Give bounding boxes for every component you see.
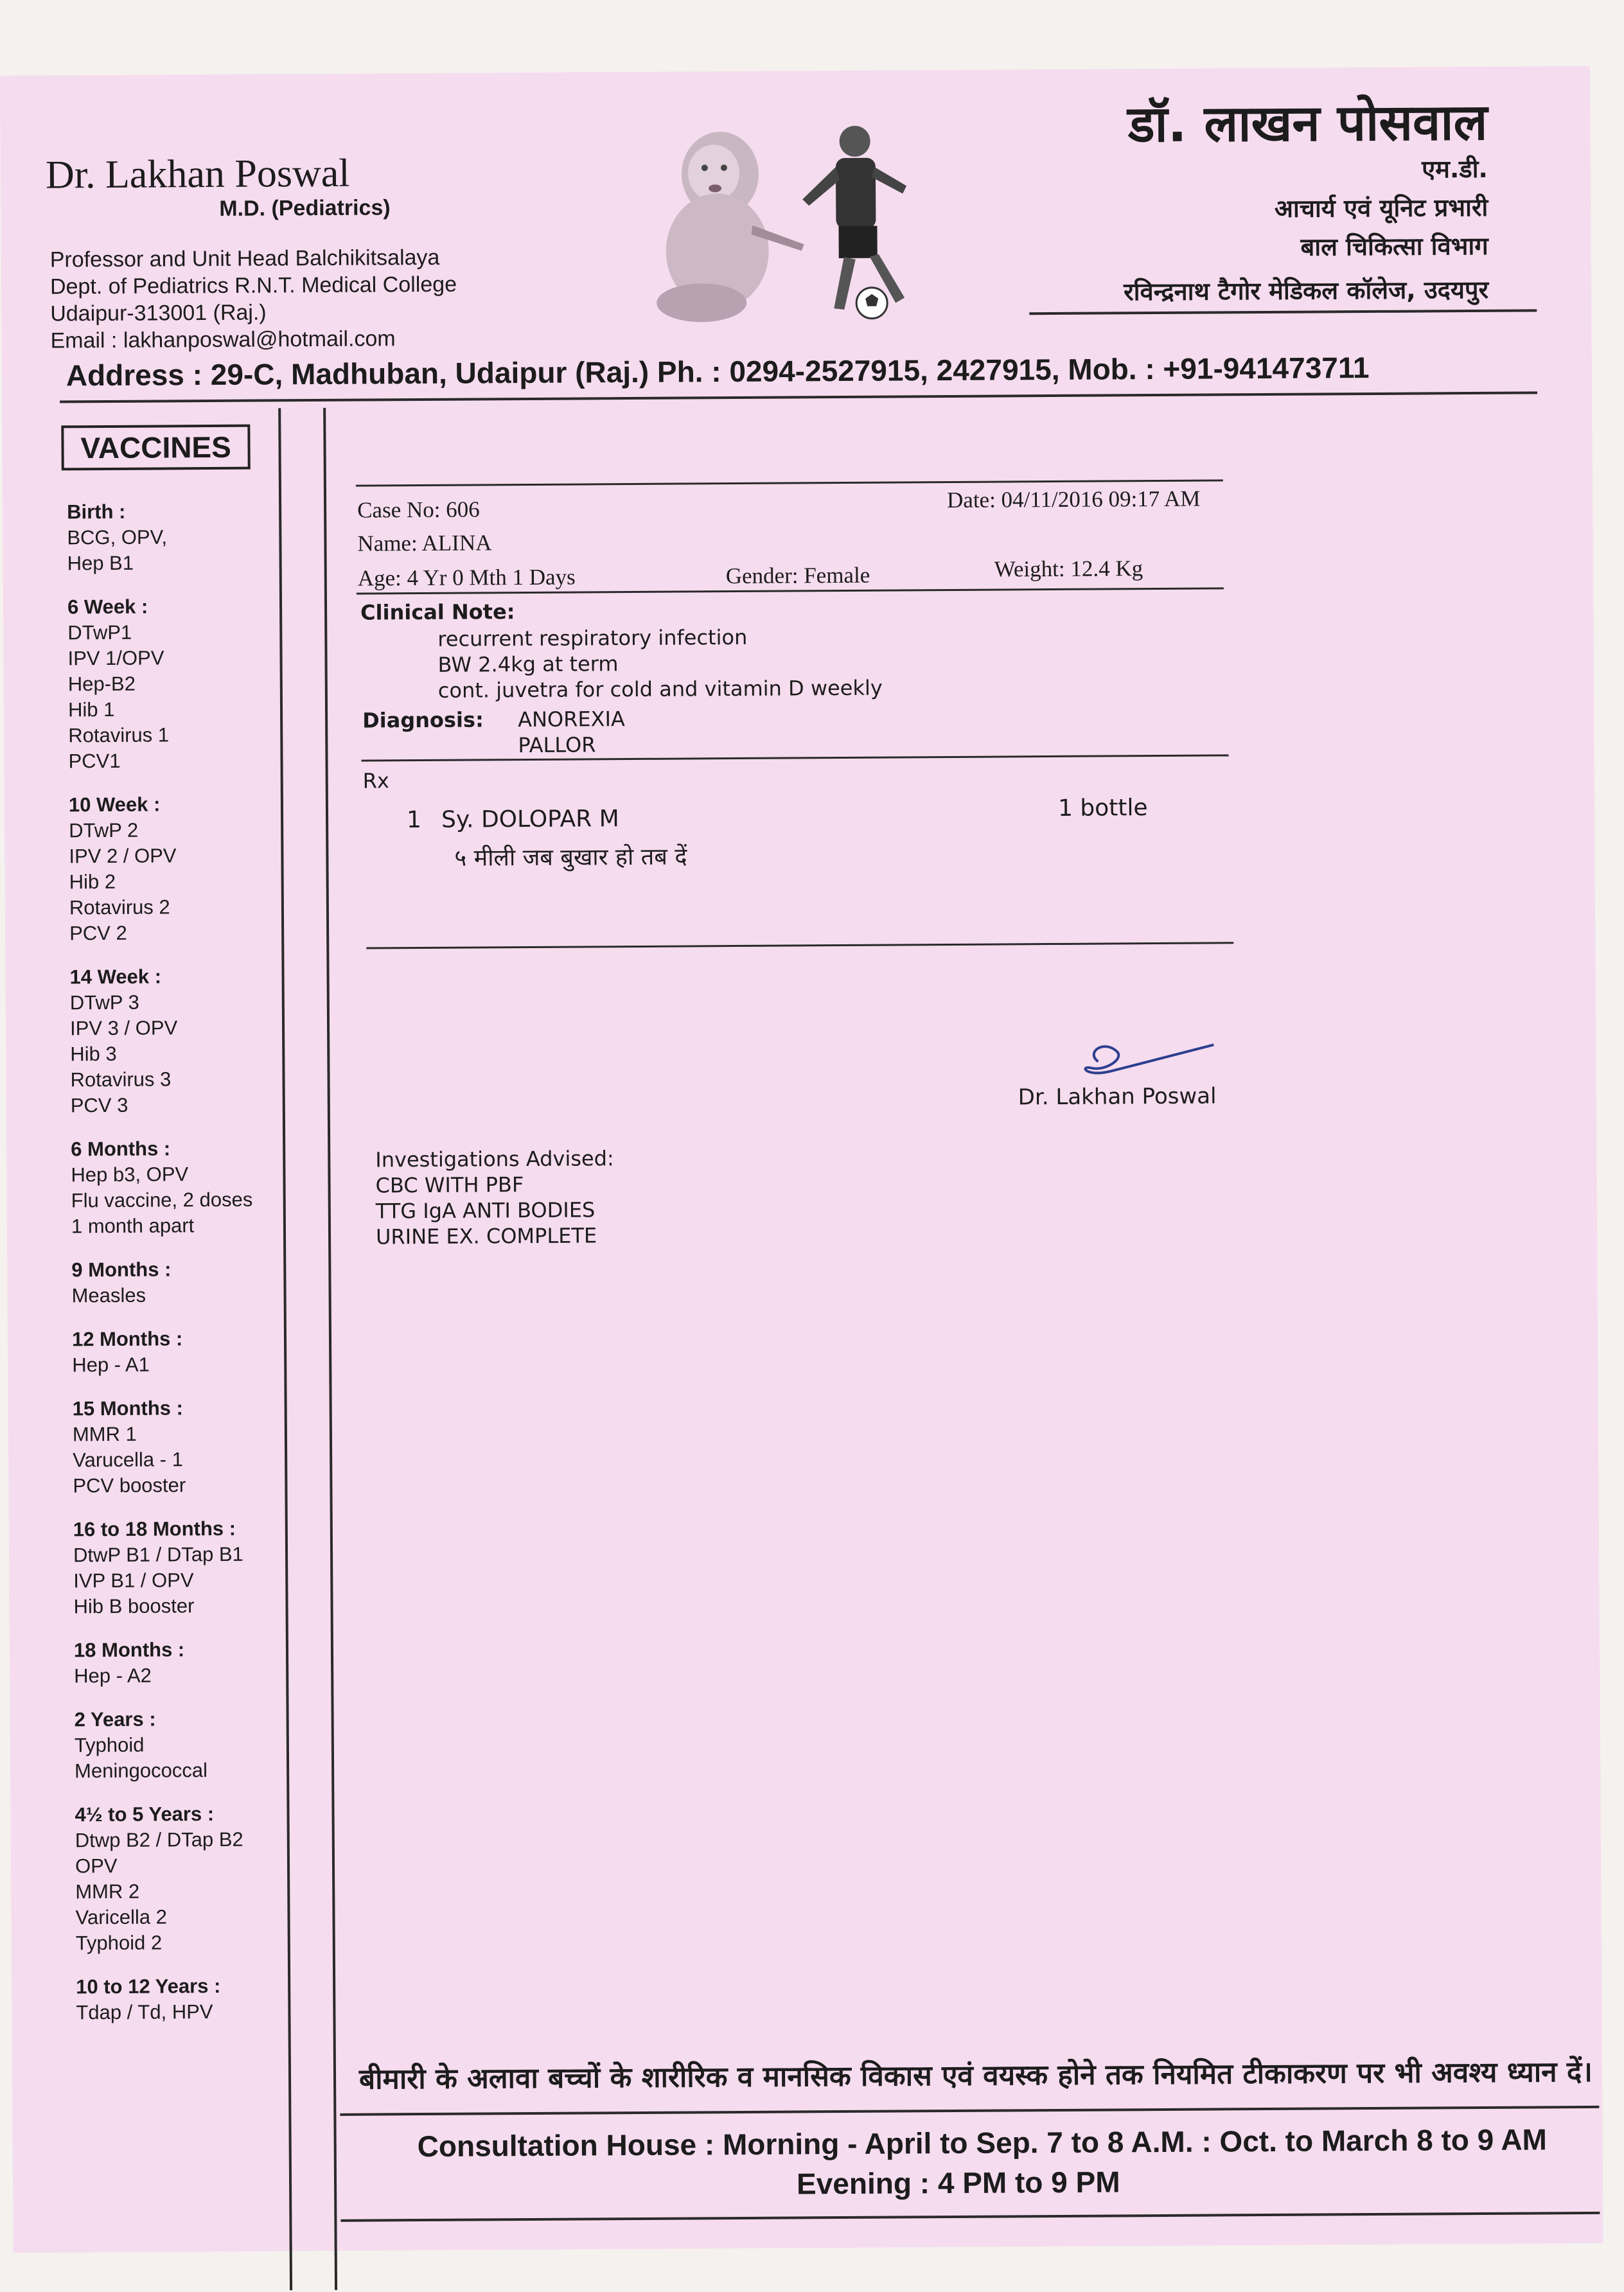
diagnosis-item: PALLOR — [518, 732, 596, 758]
vaccine-item: Hep - A1 — [72, 1353, 150, 1377]
vaccine-group — [67, 498, 299, 576]
vaccine-item: Varicella 2 — [75, 1905, 168, 1929]
consultation-hours-line2: Evening : 4 PM to 9 PM — [796, 2165, 1120, 2201]
vaccine-item: PCV1 — [68, 749, 121, 773]
vaccine-group — [75, 1706, 306, 1784]
vaccine-item: Hep-B2 — [67, 672, 136, 696]
vaccine-group-heading: 15 Months : — [72, 1397, 184, 1420]
vaccine-item: Flu vaccine, 2 doses — [71, 1188, 253, 1212]
footer-bottom-rule — [340, 2212, 1600, 2222]
doctor-title-line: Professor and Unit Head Balchikitsalaya — [49, 245, 440, 272]
vaccine-item: Hib 2 — [69, 870, 116, 894]
investigations-label: Investigations Advised: — [375, 1146, 614, 1172]
vaccine-group — [73, 1395, 304, 1499]
doctor-dept-line: Dept. of Pediatrics R.N.T. Medical College — [49, 272, 457, 299]
vaccine-group-heading: 10 to 12 Years : — [76, 1974, 221, 1998]
clinical-note-line: recurrent respiratory infection — [437, 624, 748, 651]
vaccine-group-heading: 18 Months : — [73, 1638, 185, 1662]
clinical-note-line: cont. juvetra for cold and vitamin D weekly — [437, 675, 883, 703]
vaccine-group — [69, 791, 301, 946]
sidebar-divider-outer — [323, 408, 337, 2290]
diagnosis-label: Diagnosis: — [362, 707, 484, 733]
rx-item-quantity: 1 bottle — [1057, 795, 1148, 822]
signature-scribble — [1059, 1032, 1221, 1091]
consultation-hours-line1: Consultation House : Morning - April to Sep. 7 to 8 A.M. : Oct. to March 8 to 9 AM — [417, 2122, 1548, 2164]
prescription-page — [0, 66, 1603, 2253]
vaccine-group-heading: 9 Months : — [71, 1258, 172, 1282]
doctor-qualification-en: M.D. (Pediatrics) — [219, 195, 391, 221]
vaccine-item: DTwP1 — [67, 621, 132, 644]
diagnosis-item: ANOREXIA — [518, 707, 625, 732]
vaccine-group-heading: 2 Years : — [74, 1707, 156, 1731]
vaccine-schedule — [67, 498, 308, 2043]
vaccine-group — [76, 1973, 307, 2025]
doctor-email-line: Email : lakhanposwal@hotmail.com — [50, 326, 396, 353]
footer-rule — [340, 2106, 1599, 2116]
vaccines-title: VACCINES — [61, 425, 251, 471]
investigation-item: TTG IgA ANTI BODIES — [375, 1197, 596, 1224]
vaccine-item: PCV 2 — [69, 921, 127, 945]
vaccine-item: OPV — [75, 1854, 118, 1878]
vaccine-item: Hib 1 — [67, 698, 115, 721]
doctor-college-hi: रविन्द्रनाथ टैगोर मेडिकल कॉलेज, उदयपुर — [1124, 275, 1489, 306]
signature-name: Dr. Lakhan Poswal — [1018, 1083, 1217, 1111]
patient-age: Age: 4 Yr 0 Mth 1 Days — [357, 564, 576, 591]
rx-item-instruction: ५ मीली जब बुखार हो तब दें — [454, 843, 687, 872]
vaccine-group-heading: Birth : — [67, 500, 126, 524]
diagnosis-rule — [362, 754, 1229, 761]
vaccine-group — [75, 1801, 306, 1956]
address-line: Address : 29-C, Madhuban, Udaipur (Raj.) Ph. : 0294-2527915, 2427915, Mob. : +91-941473711 — [66, 350, 1370, 392]
clinical-note-line: BW 2.4kg at term — [437, 651, 619, 677]
children-photo — [642, 115, 952, 329]
vaccine-item: Typhoid — [74, 1733, 145, 1757]
visit-date: Date: 04/11/2016 09:17 AM — [946, 486, 1201, 513]
vaccine-group — [69, 963, 301, 1118]
vaccine-group — [73, 1515, 305, 1619]
vaccine-group-heading: 6 Week : — [67, 595, 148, 619]
vaccine-group — [67, 593, 300, 774]
rx-item-name: Sy. DOLOPAR M — [441, 806, 619, 833]
vaccine-item: 1 month apart — [71, 1214, 195, 1238]
vaccine-item: MMR 1 — [72, 1422, 137, 1446]
rx-label: Rx — [362, 768, 390, 793]
vaccine-item: DTwP 3 — [69, 991, 139, 1014]
vaccine-item: IPV 2 / OPV — [69, 844, 177, 868]
patient-weight: Weight: 12.4 Kg — [994, 556, 1143, 582]
header-divider-right — [1029, 309, 1537, 315]
clinical-note-label: Clinical Note: — [360, 599, 515, 625]
vaccine-item: Varucella - 1 — [73, 1448, 184, 1472]
vaccine-item: Dtwp B2 / DTap B2 — [75, 1828, 243, 1852]
vaccine-item: IPV 1/OPV — [67, 646, 164, 670]
vaccine-group — [71, 1256, 303, 1309]
rx-item-number: 1 — [406, 807, 422, 834]
doctor-city-line: Udaipur-313001 (Raj.) — [50, 300, 267, 326]
vaccine-item: Rotavirus 1 — [68, 723, 170, 747]
vaccine-item: PCV booster — [73, 1474, 186, 1497]
vaccine-item: DTwP 2 — [69, 818, 139, 842]
vaccine-group-heading: 14 Week : — [69, 965, 162, 989]
rx-rule — [366, 942, 1233, 949]
footer-hindi-notice: बीमारी के अलावा बच्चों के शारीरिक व मानसिक विकास एवं वयस्क होने तक नियमित टीकाकरण पर भी अवश्य ध्यान दें। — [358, 2055, 1593, 2096]
investigation-item: CBC WITH PBF — [375, 1172, 524, 1198]
vaccine-item: IPV 3 / OPV — [69, 1016, 178, 1040]
investigation-item: URINE EX. COMPLETE — [375, 1223, 597, 1249]
vaccine-item: DtwP B1 / DTap B1 — [73, 1542, 243, 1567]
vaccine-group — [74, 1636, 305, 1689]
address-divider — [60, 391, 1537, 403]
vaccine-item: Tdap / Td, HPV — [76, 2000, 213, 2024]
vaccine-group-heading: 10 Week : — [68, 793, 161, 816]
vaccine-item: Hib B booster — [73, 1594, 195, 1618]
vaccine-item: Typhoid 2 — [75, 1931, 163, 1955]
case-top-rule — [356, 479, 1223, 486]
vaccine-group — [72, 1325, 303, 1378]
patient-gender: Gender: Female — [725, 562, 870, 589]
vaccine-item: PCV 3 — [70, 1093, 128, 1117]
patient-name: Name: ALINA — [357, 530, 492, 556]
vaccine-item: MMR 2 — [75, 1880, 140, 1903]
vaccine-group — [71, 1135, 303, 1239]
case-number: Case No: 606 — [357, 497, 480, 523]
vaccine-group-heading: 12 Months : — [71, 1327, 183, 1351]
vaccine-item: Hep b3, OPV — [71, 1163, 189, 1186]
doctor-title-hi: आचार्य एवं यूनिट प्रभारी — [1274, 193, 1488, 223]
vaccine-item: Hib 3 — [70, 1042, 117, 1066]
doctor-qualification-hi: एम.डी. — [1421, 154, 1488, 184]
vaccine-group-heading: 16 to 18 Months : — [73, 1517, 236, 1541]
vaccine-group-heading: 4½ to 5 Years : — [75, 1803, 215, 1826]
vaccine-item: BCG, OPV, — [67, 525, 168, 549]
vaccine-item: Rotavirus 3 — [70, 1068, 172, 1091]
vaccine-group-heading: 6 Months : — [71, 1137, 171, 1161]
vaccine-item: Hep - A2 — [74, 1664, 152, 1688]
vaccine-item: Measles — [71, 1283, 146, 1307]
vaccine-item: IVP B1 / OPV — [73, 1569, 194, 1592]
doctor-name-hi: डॉ. लाखन पोसवाल — [1127, 93, 1488, 154]
vaccine-item: Hep B1 — [67, 551, 134, 575]
doctor-name-en: Dr. Lakhan Poswal — [45, 151, 350, 197]
vaccine-item: Meningococcal — [75, 1759, 208, 1783]
vaccine-item: Rotavirus 2 — [69, 895, 170, 919]
doctor-dept-hi: बाल चिकित्सा विभाग — [1300, 231, 1488, 261]
